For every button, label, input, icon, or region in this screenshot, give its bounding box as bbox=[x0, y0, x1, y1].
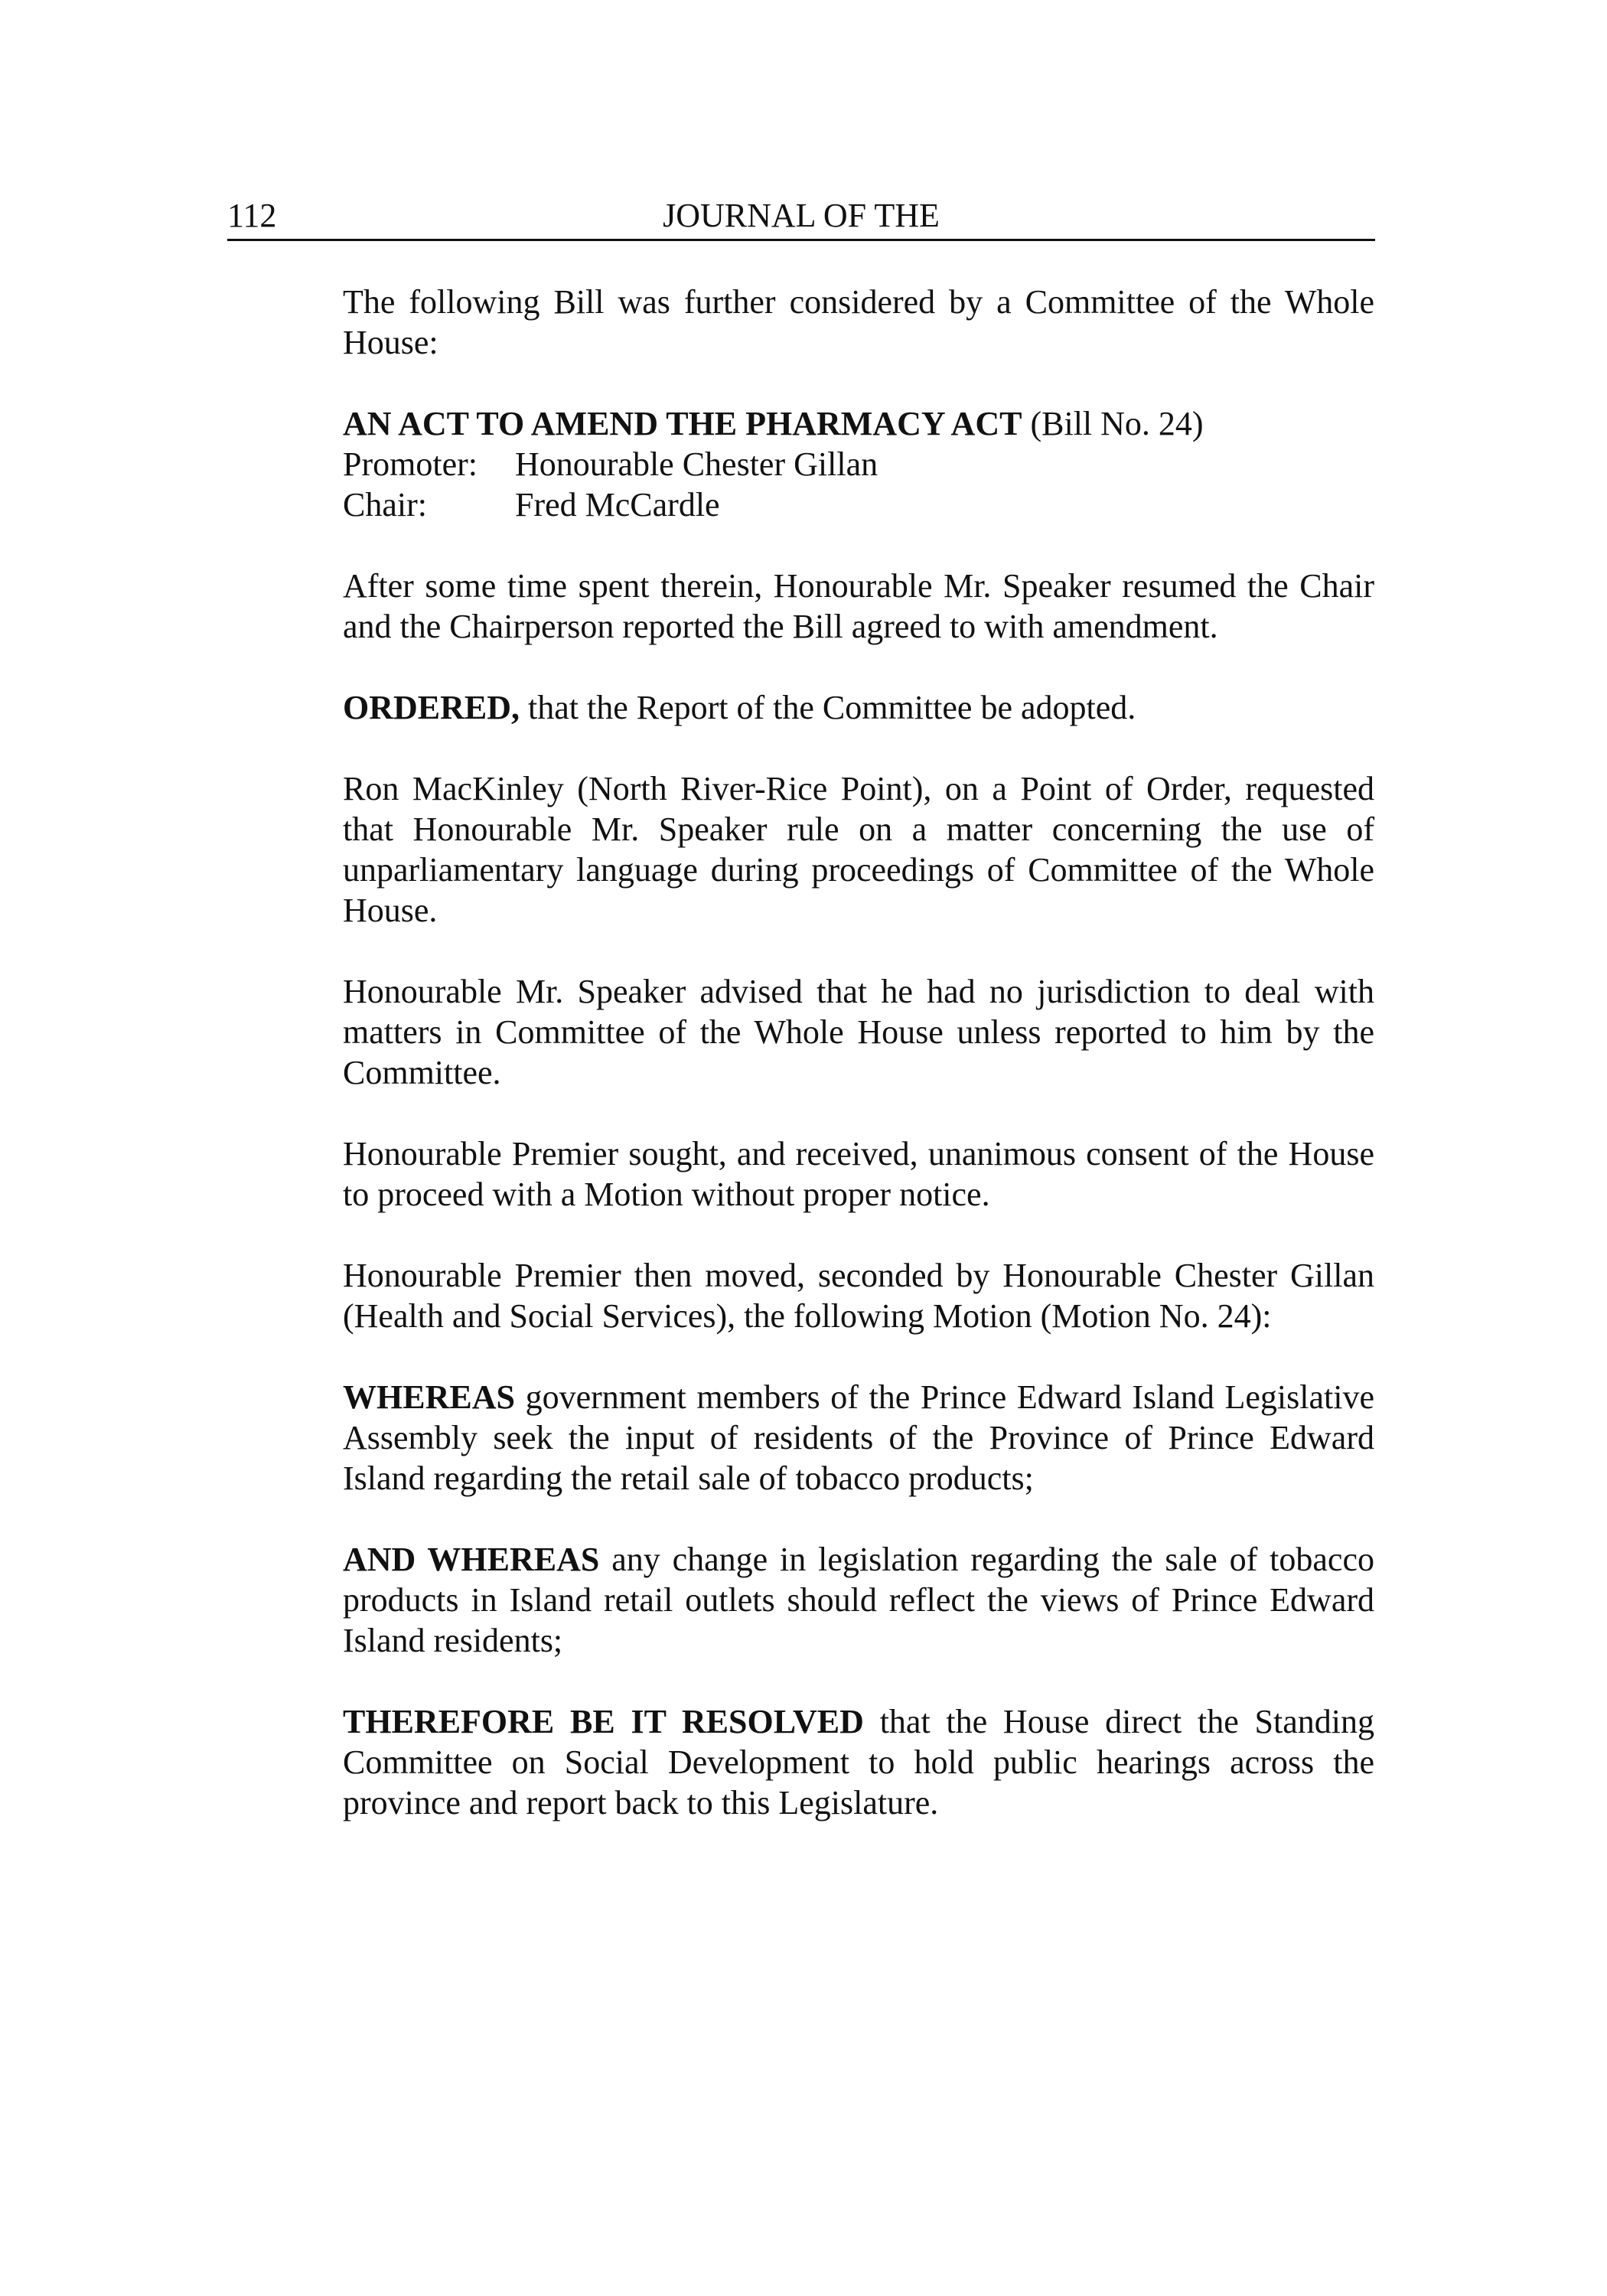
whereas-keyword: WHEREAS bbox=[343, 1378, 515, 1416]
resolved-keyword: THEREFORE BE IT RESOLVED bbox=[343, 1703, 864, 1740]
intro-paragraph: The following Bill was further considered by a Committee of the Whole House: bbox=[343, 283, 1374, 361]
chair-row bbox=[343, 484, 1374, 525]
chair-name: Fred McCardle bbox=[515, 486, 720, 523]
page-number: 112 bbox=[227, 197, 277, 234]
consent-paragraph: Honourable Premier sought, and received, unanimous consent of the House to proceed with a Motion without proper notice. bbox=[343, 1135, 1374, 1213]
bill-number: (Bill No. 24) bbox=[1022, 405, 1204, 442]
whereas-paragraph bbox=[343, 1377, 1374, 1499]
report-paragraph: After some time spent therein, Honourable Mr. Speaker resumed the Chair and the Chairperson reported the Bill agreed to with amendment. bbox=[343, 567, 1374, 645]
ordered-paragraph bbox=[343, 687, 1374, 728]
motion-intro-paragraph: Honourable Premier then moved, seconded by Honourable Chester Gillan (Health and Social Services), the following Motion (Motion No. 24): bbox=[343, 1257, 1374, 1335]
bill-title: AN ACT TO AMEND THE PHARMACY ACT bbox=[343, 405, 1022, 442]
and-whereas-text: any change in legislation regarding the sale of tobacco products in Island retail outlets should reflect the views of Prince Edward Island residents; bbox=[343, 1541, 1374, 1659]
promoter-row bbox=[343, 444, 1374, 484]
page-header bbox=[227, 193, 1375, 241]
bill-block bbox=[343, 403, 1374, 525]
resolved-text: that the House direct the Standing Committee on Social Development to hold public hearings across the province and report back to this Legislature. bbox=[343, 1703, 1374, 1821]
chair-label: Chair: bbox=[343, 486, 427, 523]
resolved-paragraph bbox=[343, 1701, 1374, 1823]
promoter-label: Promoter: bbox=[343, 445, 478, 483]
ordered-keyword: ORDERED, bbox=[343, 689, 520, 726]
and-whereas-paragraph bbox=[343, 1539, 1374, 1661]
running-head: JOURNAL OF THE bbox=[663, 197, 940, 234]
whereas-text: government members of the Prince Edward Island Legislative Assembly seek the input of residents of the Province of Prince Edward Island regarding the retail sale of tobacco products; bbox=[343, 1378, 1374, 1497]
point-of-order-paragraph: Ron MacKinley (North River-Rice Point), on a Point of Order, requested that Honourable Mr. Speaker rule on a matter concerning the use of unparliamentary language during proceedings of Committee of the Whole House. bbox=[343, 770, 1374, 929]
promoter-name: Honourable Chester Gillan bbox=[515, 445, 878, 483]
ordered-text: that the Report of the Committee be adopted. bbox=[520, 689, 1136, 726]
and-whereas-keyword: AND WHEREAS bbox=[343, 1541, 600, 1578]
speaker-advice-paragraph: Honourable Mr. Speaker advised that he had no jurisdiction to deal with matters in Committee of the Whole House unless reported to him by the Committee. bbox=[343, 973, 1374, 1091]
journal-body bbox=[343, 282, 1374, 1864]
bill-title-line bbox=[343, 403, 1374, 444]
